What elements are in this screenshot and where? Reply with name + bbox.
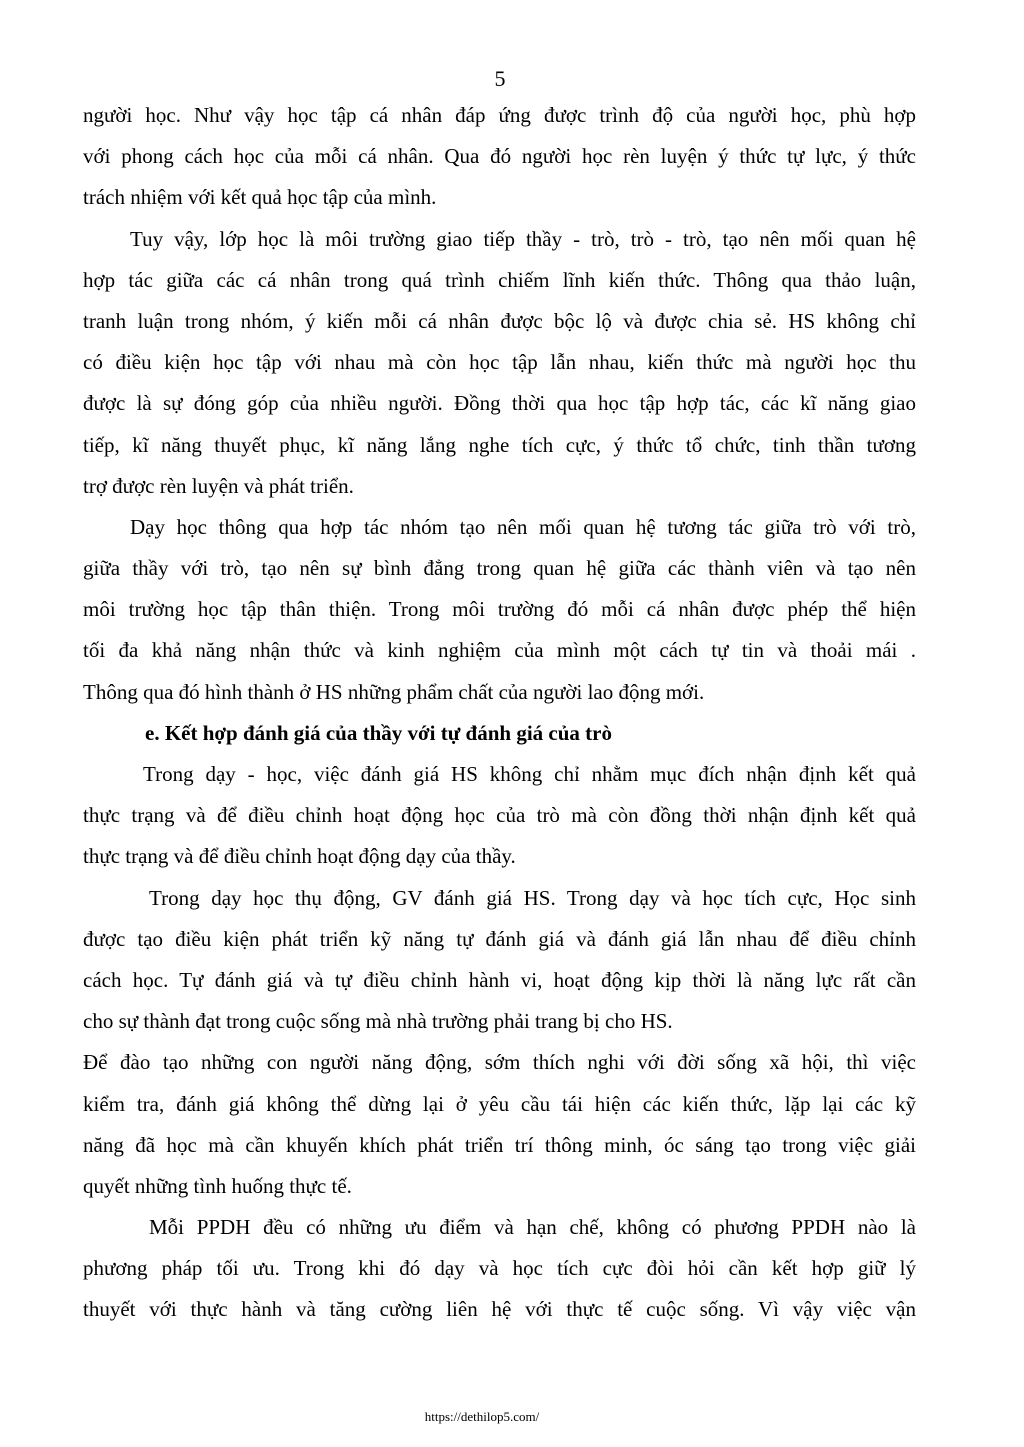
text-line: kiểm tra, đánh giá không thể dừng lại ở yêu cầu tái hiện các kiến thức, lặp lại các kỹ bbox=[83, 1091, 916, 1116]
text-line: cho sự thành đạt trong cuộc sống mà nhà trường phải trang bị cho HS. bbox=[83, 1009, 673, 1034]
text-line: phương pháp tối ưu. Trong khi đó dạy và học tích cực đòi hỏi cần kết hợp giữ lý bbox=[83, 1256, 916, 1281]
document-body bbox=[83, 95, 916, 1331]
text-line: giữa thầy với trò, tạo nên sự bình đẳng trong quan hệ giữa các thành viên và tạo nên bbox=[83, 556, 916, 581]
text-line: tranh luận trong nhóm, ý kiến mỗi cá nhân được bộc lộ và được chia sẻ. HS không chỉ bbox=[83, 308, 916, 333]
text-line: Tuy vậy, lớp học là môi trường giao tiếp thầy - trò, trò - trò, tạo nên mối quan hệ bbox=[130, 226, 916, 251]
text-line: thuyết với thực hành và tăng cường liên hệ với thực tế cuộc sống. Vì vậy việc vận bbox=[83, 1297, 916, 1322]
footer-url[interactable]: https://dethilop5.com/ bbox=[424, 1409, 540, 1424]
text-line: trách nhiệm với kết quả học tập của mình. bbox=[83, 185, 437, 210]
text-line: quyết những tình huống thực tế. bbox=[83, 1173, 352, 1198]
text-line: cách học. Tự đánh giá và tự điều chỉnh hành vi, hoạt động kịp thời là năng lực rất cần bbox=[83, 967, 916, 992]
text-line: Dạy học thông qua hợp tác nhóm tạo nên mối quan hệ tương tác giữa trò với trò, bbox=[130, 514, 916, 539]
text-line: người học. Như vậy học tập cá nhân đáp ứng được trình độ của người học, phù hợp bbox=[83, 103, 916, 127]
text-line: trợ được rèn luyện và phát triển. bbox=[83, 473, 354, 498]
text-line: môi trường học tập thân thiện. Trong môi trường đó mỗi cá nhân được phép thể hiện bbox=[83, 597, 916, 622]
text-line: với phong cách học của mỗi cá nhân. Qua đó người học rèn luyện ý thức tự lực, ý thức bbox=[83, 144, 916, 169]
text-line: Trong dạy - học, việc đánh giá HS không chỉ nhằm mục đích nhận định kết quả bbox=[143, 762, 916, 786]
text-line: Mỗi PPDH đều có những ưu điểm và hạn chế, không có phương PPDH nào là bbox=[149, 1215, 916, 1240]
text-line: hợp tác giữa các cá nhân trong quá trình chiếm lĩnh kiến thức. Thông qua thảo luận, bbox=[83, 267, 916, 292]
text-line: được tạo điều kiện phát triển kỹ năng tự đánh giá và đánh giá lẫn nhau để điều chỉnh bbox=[83, 926, 916, 951]
section-heading: e. Kết hợp đánh giá của thầy với tự đánh giá của trò bbox=[145, 720, 612, 745]
text-line: tiếp, kĩ năng thuyết phục, kĩ năng lắng nghe tích cực, ý thức tổ chức, tinh thần tương bbox=[83, 432, 916, 457]
text-line: thực trạng và để điều chỉnh hoạt động dạy của thầy. bbox=[83, 844, 516, 869]
text-line: Trong dạy học thụ động, GV đánh giá HS. Trong dạy và học tích cực, Học sinh bbox=[149, 885, 916, 910]
text-line: được là sự đóng góp của nhiều người. Đồng thời qua học tập hợp tác, các kĩ năng giao bbox=[83, 391, 916, 416]
text-line: tối đa khả năng nhận thức và kinh nghiệm của mình một cách tự tin và thoải mái . bbox=[83, 638, 916, 663]
text-line: năng đã học mà cần khuyến khích phát triển trí thông minh, óc sáng tạo trong việc giải bbox=[83, 1132, 916, 1157]
text-line: Để đào tạo những con người năng động, sớm thích nghi với đời sống xã hội, thì việc bbox=[83, 1050, 916, 1075]
page-number: 5 bbox=[494, 66, 506, 91]
text-line: thực trạng và để điều chỉnh hoạt động học của trò mà còn đồng thời nhận định kết quả bbox=[83, 803, 916, 828]
text-line: Thông qua đó hình thành ở HS những phẩm chất của người lao động mới. bbox=[83, 679, 705, 704]
text-line: có điều kiện học tập với nhau mà còn học tập lẫn nhau, kiến thức mà người học thu bbox=[83, 350, 916, 375]
